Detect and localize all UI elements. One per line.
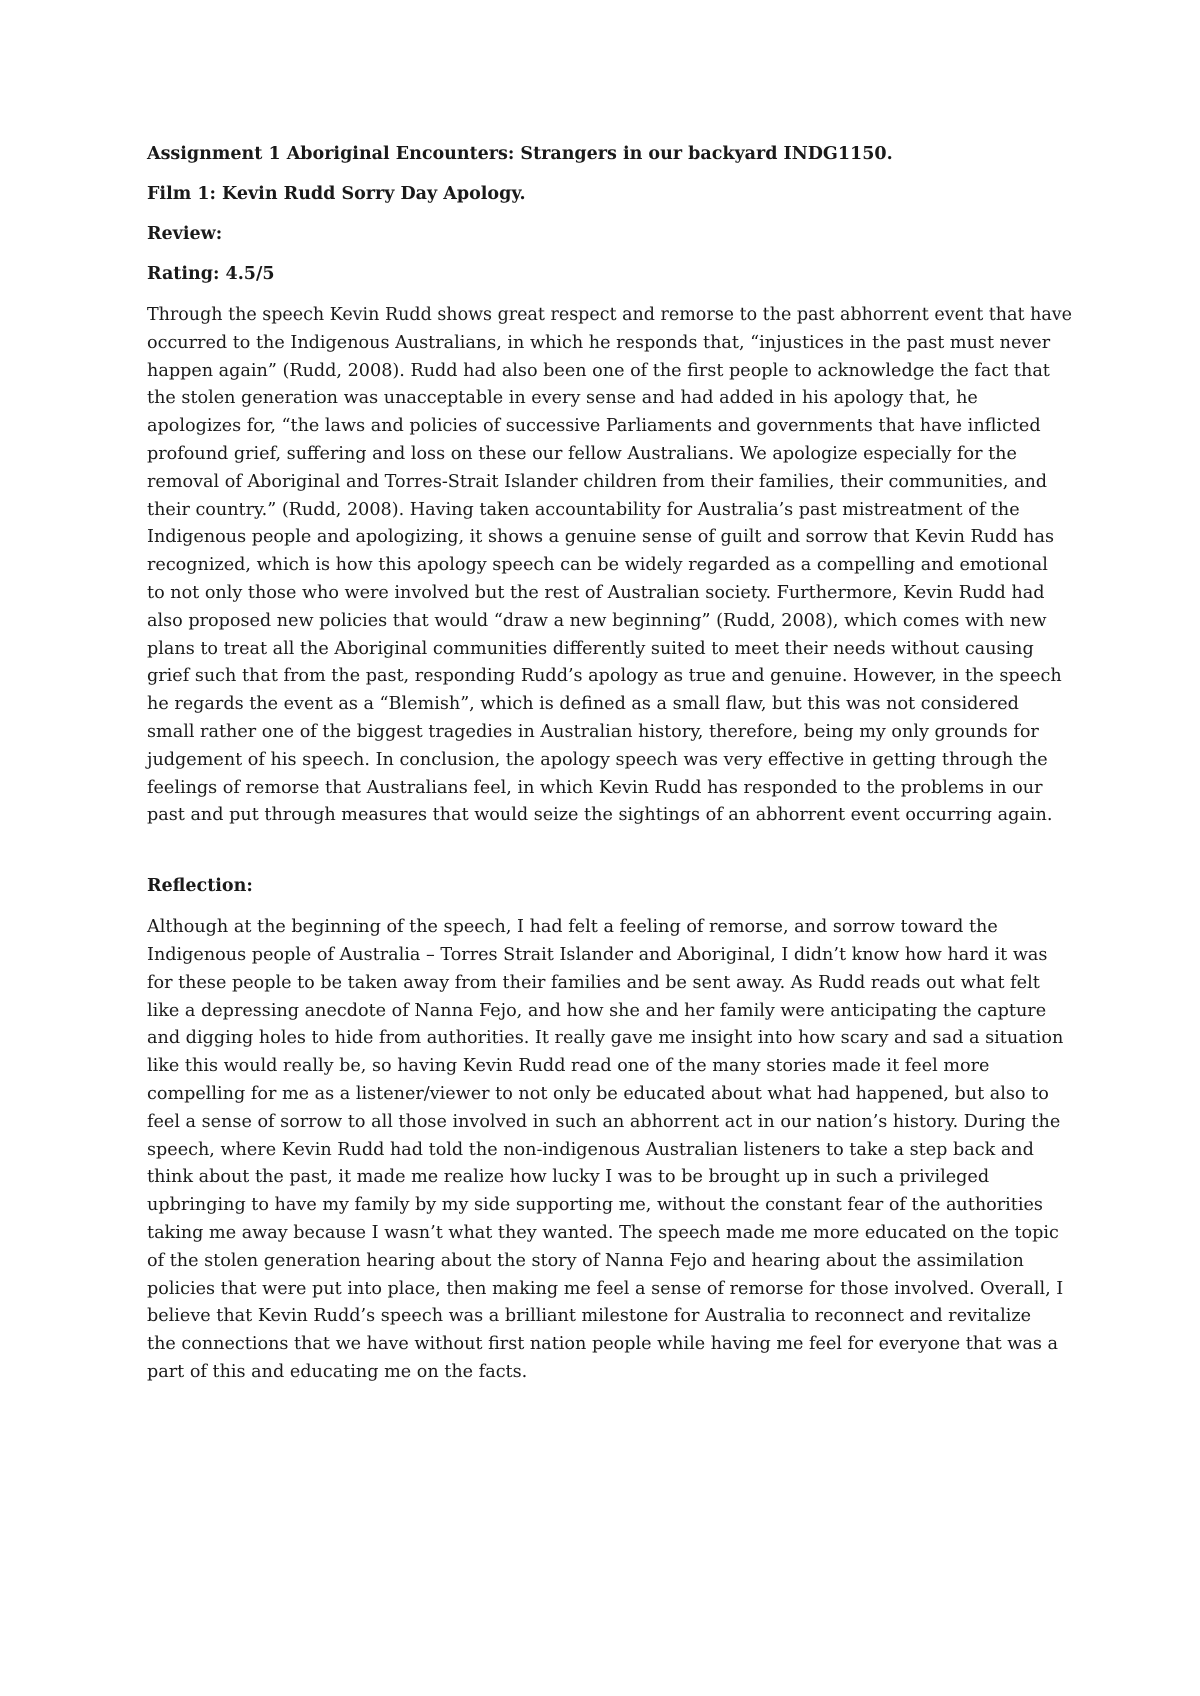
reflection-line: think about the past, it made me realize how lucky I was to be brought up in such a privileged [147,1167,990,1188]
review-line: plans to treat all the Aboriginal communities differently suited to meet their needs without causing [147,638,1034,659]
reflection-line: believe that Kevin Rudd’s speech was a brilliant milestone for Australia to reconnect and revitalize [147,1306,1032,1327]
reflection-line: and digging holes to hide from authorities. It really gave me insight into how scary and sad a situation [147,1028,1064,1049]
review-line: Through the speech Kevin Rudd shows great respect and remorse to the past abhorrent event that have [147,305,1072,325]
review-line: recognized, which is how this apology speech can be widely regarded as a compelling and emotional [147,555,1048,576]
reflection-line: Indigenous people of Australia – Torres Strait Islander and Aboriginal, I didn’t know how hard it was [147,944,1048,965]
review-line: feelings of remorse that Australians feel, in which Kevin Rudd has responded to the problems in our [147,777,1043,798]
document-title: Assignment 1 Aboriginal Encounters: Strangers in our backyard INDG1150. [147,144,893,164]
review-line: judgement of his speech. In conclusion, the apology speech was very effective in getting through the [147,749,1048,770]
review-line: occurred to the Indigenous Australians, in which he responds that, “injustices in the past must never [147,332,1051,353]
reflection-line: of the stolen generation hearing about the story of Nanna Fejo and hearing about the assimilation [147,1250,1024,1271]
reflection-line: upbringing to have my family by my side supporting me, without the constant fear of the authorities [147,1195,1043,1216]
review-line: apologizes for, “the laws and policies of successive Parliaments and governments that have inflicted [147,416,1041,437]
reflection-line: policies that were put into place, then making me feel a sense of remorse for those involved. Overall, I [147,1278,1064,1299]
review-line: small rather one of the biggest tragedies in Australian history, therefore, being my only grounds for [147,721,1039,742]
review-line: he regards the event as a “Blemish”, which is defined as a small flaw, but this was not considered [147,694,1019,715]
review-line: the stolen generation was unacceptable in every sense and had added in his apology that, he [147,388,978,409]
reflection-line: taking me away because I wasn’t what they wanted. The speech made me more educated on the topic [147,1222,1059,1243]
review-line: removal of Aboriginal and Torres-Strait Islander children from their families, their communities, and [147,471,1048,492]
review-line: grief such that from the past, responding Rudd’s apology as true and genuine. However, in the speech [147,666,1062,687]
reflection-line: like a depressing anecdote of Nanna Fejo, and how she and her family were anticipating the capture [147,1000,1047,1021]
review-line: Indigenous people and apologizing, it shows a genuine sense of guilt and sorrow that Kevin Rudd has [147,527,1055,548]
review-heading: Review: [147,224,223,244]
review-line: happen again” (Rudd, 2008). Rudd had also been one of the first people to acknowledge the fact that [147,360,1050,381]
reflection-paragraph [147,914,1077,1387]
reflection-heading: Reflection: [147,876,253,897]
reflection-line: part of this and educating me on the facts. [147,1361,528,1382]
review-line: to not only those who were involved but the rest of Australian society. Furthermore, Kevin Rudd had [147,582,1045,603]
film-title: Film 1: Kevin Rudd Sorry Day Apology. [147,184,526,204]
reflection-line: like this would really be, so having Kevin Rudd read one of the many stories made it feel more [147,1056,990,1077]
reflection-line: the connections that we have without first nation people while having me feel for everyone that was a [147,1334,1058,1355]
review-line: past and put through measures that would seize the sightings of an abhorrent event occurring again. [147,805,1053,826]
review-line: their country.” (Rudd, 2008). Having taken accountability for Australia’s past mistreatment of the [147,499,1020,520]
document-page [147,142,1077,1387]
reflection-line: Although at the beginning of the speech, I had felt a feeling of remorse, and sorrow toward the [147,917,998,938]
review-line: profound grief, suffering and loss on these our fellow Australians. We apologize especially for the [147,443,1017,464]
reflection-line: compelling for me as a listener/viewer to not only be educated about what had happened, but also to [147,1083,1049,1104]
reflection-line: for these people to be taken away from their families and be sent away. As Rudd reads out what felt [147,972,1040,993]
review-line: also proposed new policies that would “draw a new beginning” (Rudd, 2008), which comes with new [147,610,1047,631]
reflection-line: speech, where Kevin Rudd had told the non-indigenous Australian listeners to take a step back and [147,1139,1034,1160]
rating: Rating: 4.5/5 [147,264,275,284]
review-paragraph [147,302,1077,830]
reflection-line: feel a sense of sorrow to all those involved in such an abhorrent act in our nation’s history. During the [147,1111,1061,1132]
